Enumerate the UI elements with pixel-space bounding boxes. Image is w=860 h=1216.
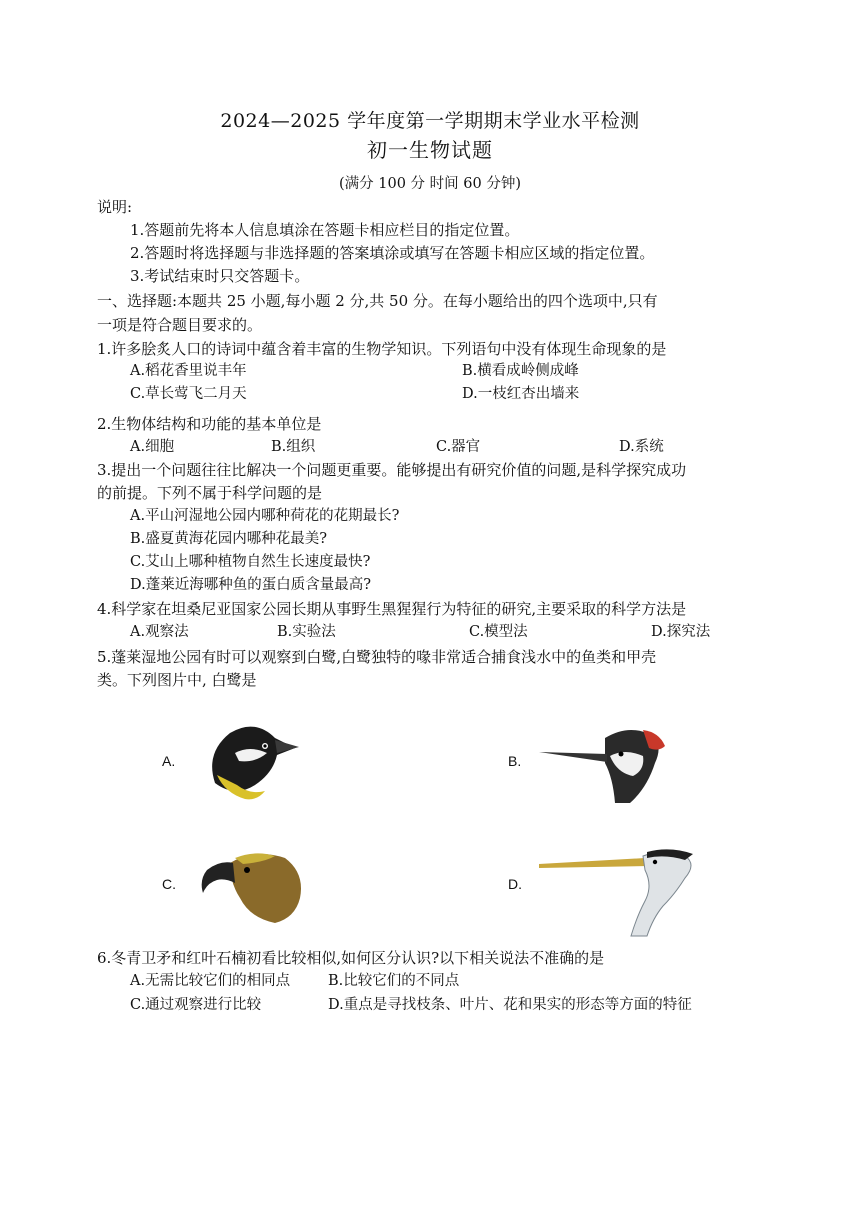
question-3-stem-cont: 的前提。下列不属于科学问题的是: [97, 484, 323, 502]
question-3-option-b: B.盛夏黄海花园内哪种花最美?: [130, 531, 328, 547]
question-3-option-d: D.蓬莱近海哪种鱼的蛋白质含量最高?: [130, 577, 371, 593]
question-6-option-c: C.通过观察进行比较: [130, 997, 262, 1013]
bird-head-b-illustration: [535, 718, 670, 808]
figure-label-b: B.: [508, 753, 522, 769]
exam-title: 2024—2025 学年度第一学期期末学业水平检测: [220, 110, 640, 132]
section-header-cont: 一项是符合题目要求的。: [97, 316, 263, 334]
question-4-stem: 4.科学家在坦桑尼亚国家公园长期从事野生黑猩猩行为特征的研究,主要采取的科学方法是: [97, 600, 687, 618]
question-4-option-c: C.模型法: [469, 624, 528, 640]
question-3-option-a: A.平山河湿地公园内哪种荷花的花期最长?: [130, 508, 400, 524]
question-1-option-a: A.稻花香里说丰年: [130, 363, 247, 379]
question-1-option-d: D.一枝红杏出墙来: [462, 386, 580, 402]
question-6-option-d: D.重点是寻找枝条、叶片、花和果实的形态等方面的特征: [328, 997, 692, 1013]
question-6-stem: 6.冬青卫矛和红叶石楠初看比较相似,如何区分认识?以下相关说法不准确的是: [97, 949, 605, 967]
question-3-stem: 3.提出一个问题往往比解决一个问题更重要。能够提出有研究价值的问题,是科学探究成功: [97, 461, 687, 479]
question-4-option-a: A.观察法: [130, 624, 189, 640]
question-2-stem: 2.生物体结构和功能的基本单位是: [97, 415, 322, 433]
bird-head-d-illustration: [535, 846, 705, 938]
figure-label-c: C.: [162, 876, 176, 892]
question-2-option-d: D.系统: [619, 439, 664, 455]
question-3-option-c: C.艾山上哪种植物自然生长速度最快?: [130, 554, 371, 570]
question-5-stem: 5.蓬莱湿地公园有时可以观察到白鹭,白鹭独特的喙非常适合捕食浅水中的鱼类和甲壳: [97, 648, 657, 666]
exam-meta: (满分 100 分 时间 60 分钟): [339, 176, 521, 192]
instruction-item: 1.答题前先将本人信息填涂在答题卡相应栏目的指定位置。: [130, 221, 520, 239]
instructions-label: 说明:: [97, 198, 133, 216]
figure-label-d: D.: [508, 876, 522, 892]
bird-head-c-illustration: [195, 838, 315, 928]
bird-beak-figure: [150, 708, 730, 943]
instruction-item: 2.答题时将选择题与非选择题的答案填涂或填写在答题卡相应区域的指定位置。: [130, 244, 655, 262]
figure-label-a: A.: [162, 753, 176, 769]
question-6-option-b: B.比较它们的不同点: [328, 973, 460, 989]
question-2-option-c: C.器官: [436, 439, 481, 455]
instruction-item: 3.考试结束时只交答题卡。: [130, 267, 310, 285]
bird-head-a-illustration: [195, 713, 305, 808]
section-header: 一、选择题:本题共 25 小题,每小题 2 分,共 50 分。在每小题给出的四个选项中,只有: [97, 292, 658, 310]
question-1-option-b: B.横看成岭侧成峰: [462, 363, 579, 379]
question-4-option-d: D.探究法: [651, 624, 711, 640]
question-4-option-b: B.实验法: [277, 624, 336, 640]
question-1-stem: 1.许多脍炙人口的诗词中蕴含着丰富的生物学知识。下列语句中没有体现生命现象的是: [97, 340, 667, 358]
question-5-stem-cont: 类。下列图片中, 白鹭是: [97, 671, 257, 689]
question-2-option-a: A.细胞: [130, 439, 175, 455]
question-1-option-c: C.草长莺飞二月天: [130, 386, 247, 402]
question-2-option-b: B.组织: [271, 439, 316, 455]
question-6-option-a: A.无需比较它们的相同点: [130, 973, 291, 989]
exam-subtitle: 初一生物试题: [367, 138, 493, 162]
